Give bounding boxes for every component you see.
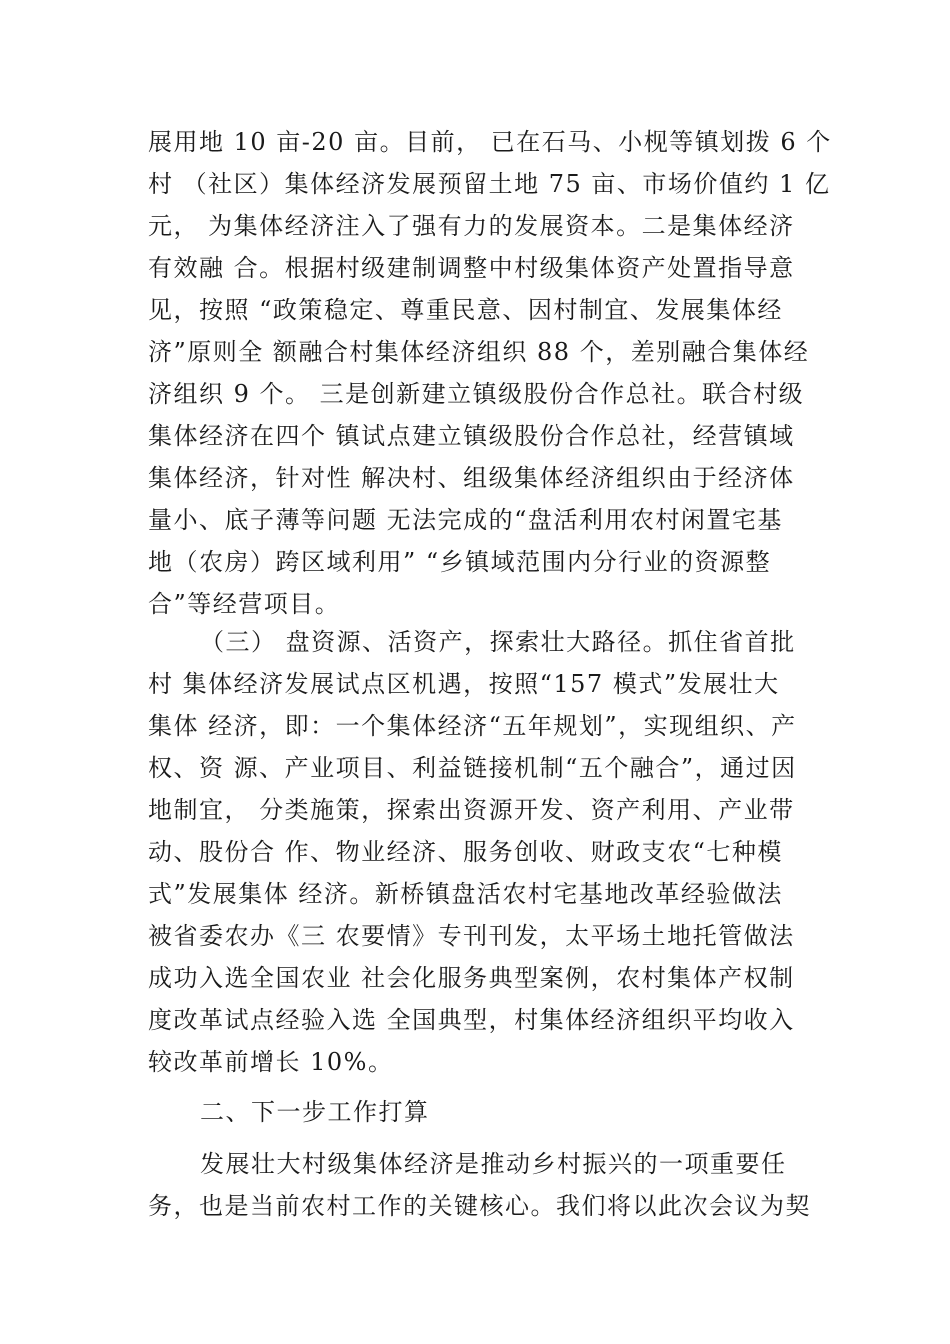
text-line: 集体经济在四个 镇试点建立镇级股份合作总社，经营镇域 — [148, 422, 795, 450]
text-line: 权、资 源、产业项目、利益链接机制“五个融合”，通过因 — [148, 754, 797, 782]
paragraph-start-line: （三） 盘资源、活资产，探索壮大路径。抓住省首批 — [200, 628, 796, 656]
text-line: 集体 经济，即：一个集体经济“五年规划”，实现组织、产 — [148, 712, 797, 740]
text-line: 展用地 10 亩-20 亩。目前， 已在石马、小枧等镇划拨 6 个 — [148, 128, 832, 156]
text-line: 地制宜， 分类施策，探索出资源开发、资产利用、产业带 — [148, 796, 795, 824]
text-line: 有效融 合。根据村级建制调整中村级集体资产处置指导意 — [148, 254, 795, 282]
section-heading: 二、下一步工作打算 — [200, 1098, 430, 1126]
text-line: 济”原则全 额融合村集体经济组织 88 个，差别融合集体经 — [148, 338, 810, 366]
text-line: 集体经济，针对性 解决村、组级集体经济组织由于经济体 — [148, 464, 795, 492]
text-line: 见，按照 “政策稳定、尊重民意、因村制宜、发展集体经 — [148, 296, 783, 324]
text-line: 合”等经营项目。 — [148, 590, 341, 618]
text-line: 成功入选全国农业 社会化服务典型案例，农村集体产权制 — [148, 964, 795, 992]
text-line: 被省委农办《三 农要情》专刊刊发，太平场土地托管做法 — [148, 922, 795, 950]
text-line: 度改革试点经验入选 全国典型，村集体经济组织平均收入 — [148, 1006, 795, 1034]
text-line: 元， 为集体经济注入了强有力的发展资本。二是集体经济 — [148, 212, 795, 240]
text-line: 动、股份合 作、物业经济、服务创收、财政支农“七种模 — [148, 838, 783, 866]
paragraph-start-line: 发展壮大村级集体经济是推动乡村振兴的一项重要任 — [200, 1150, 787, 1178]
text-line: 务，也是当前农村工作的关键核心。我们将以此次会议为契 — [148, 1192, 811, 1220]
text-line: 式”发展集体 经济。新桥镇盘活农村宅基地改革经验做法 — [148, 880, 783, 908]
text-line: 村 集体经济发展试点区机遇，按照“157 模式”发展壮大 — [148, 670, 780, 698]
text-line: 量小、底子薄等问题 无法完成的“盘活利用农村闲置宅基 — [148, 506, 783, 534]
text-line: 济组织 9 个。 三是创新建立镇级股份合作总社。联合村级 — [148, 380, 805, 408]
text-line: 较改革前增长 10%。 — [148, 1048, 394, 1076]
text-line: 村 （社区）集体经济发展预留土地 75 亩、市场价值约 1 亿 — [148, 170, 831, 198]
text-line: 地（农房）跨区域利用” “乡镇域范围内分行业的资源整 — [148, 548, 772, 576]
